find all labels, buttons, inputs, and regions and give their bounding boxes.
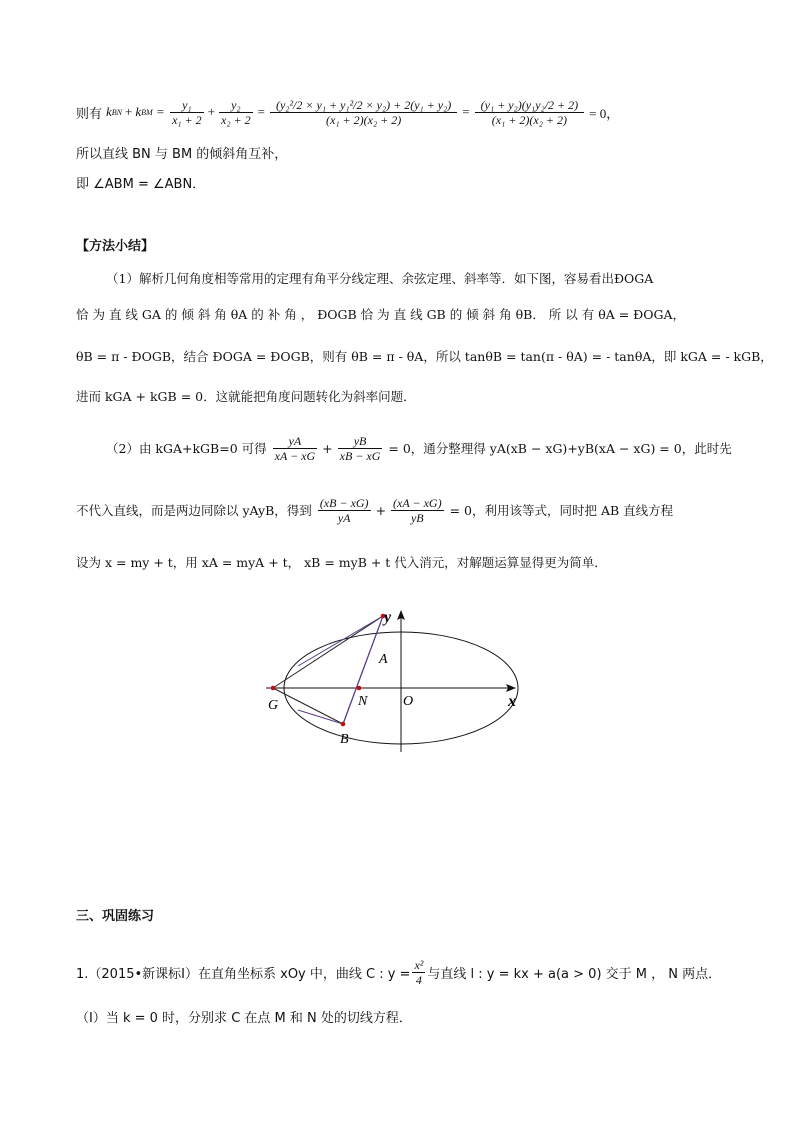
fraction-denominator: yB — [410, 510, 424, 525]
fraction-denominator: (x₁ + 2)(x₂ + 2) — [326, 112, 402, 127]
fraction-numerator: (y₂²/2 × y₁ + y₁²/2 × y₂) + 2(y₁ + y₂) — [270, 98, 457, 113]
equation-prefix: 则有 — [76, 106, 103, 122]
point-g — [271, 686, 276, 691]
ellipse-figure — [250, 600, 540, 760]
fraction-denominator: x₁ + 2 — [172, 112, 202, 127]
fraction-xa-xg — [391, 496, 444, 525]
text-line-3: 即 ∠ABM = ∠ABN． — [76, 177, 206, 192]
fraction-ya — [273, 434, 318, 463]
label-b: B — [340, 732, 349, 747]
fraction-1 — [170, 98, 204, 127]
paragraph-2-text: = 0，利用该等式，同时把 AB 直线方程 — [449, 503, 674, 518]
fraction-denominator: xB − xG — [339, 448, 381, 463]
fraction-3 — [270, 98, 457, 127]
fraction-x2-over-4 — [412, 958, 425, 987]
fraction-2 — [219, 98, 253, 127]
fraction-numerator: (xB − xG) — [319, 495, 369, 510]
point-n — [357, 686, 362, 691]
paragraph-2-line-2: 不代入直线，而是两边同除以 yAyB，得到 $\frac{(xB - xG)}{yA}$ + $\frac{(xA - xG)}{yB}$ = 0，利用该等式，同时把 AB 直线方程 — [76, 495, 674, 525]
label-g: G — [268, 698, 279, 713]
fraction-numerator: yA — [273, 434, 318, 449]
paragraph-1-line-4: 进而 kGA + kGB = 0．这就能把角度问题转化为斜率问题． — [76, 389, 416, 404]
fraction-denominator: 4 — [415, 972, 422, 987]
point-b — [341, 722, 346, 727]
label-y: y — [384, 609, 392, 626]
paragraph-2-text: 不代入直线，而是两边同除以 yAyB，得到 — [76, 503, 312, 518]
paragraph-2-line-1: （2）由 kGA+kGB=0 可得 $\frac{yA}{xA - xG}$ + $\frac{yB}{xB - xG}$ = 0，通分整理得 yA(xB − xG)+yB(xA − xG) = 0，此时先 — [106, 433, 732, 463]
paragraph-1-line-3: θB = π - ÐOGB，结合 ÐOGA = ÐOGB，则有 θB = π - θA，所以 tanθB = tan(π - θA) = - tanθA，即 kGA = - kGB， — [76, 349, 773, 364]
text-line-2: 所以直线 BN 与 BM 的倾斜角互补， — [76, 147, 288, 162]
paragraph-2-text: （2）由 kGA+kGB=0 可得 — [106, 441, 267, 456]
question-1-text: 1.（2015•新课标Ⅰ）在直角坐标系 xOy 中，曲线 C : y = — [76, 966, 411, 982]
fraction-numerator: (y₁ + y₂)(y₁y₂/2 + 2) — [475, 98, 585, 113]
k-symbol: k — [135, 104, 142, 119]
k-symbol: k — [106, 104, 112, 119]
equals-sign: = — [156, 104, 165, 119]
fraction-xb-xg — [318, 496, 371, 525]
fraction-denominator: x₂ + 2 — [221, 112, 251, 127]
question-1-part-1: （Ⅰ）当 k = 0 时，分别求 C 在点 M 和 N 处的切线方程． — [76, 1011, 412, 1026]
equation-line-1: 则有 k BN + k BM = $\frac{\text{y₁}}{\text{x₁ + 2}}$ + $\frac{\text{y₂}}{\text{x₂ + 2}}$ = $\frac{\text{(y₂²/2 × y₁ + y₁²/2 × y₂) + 2(y₁ + y₂)}}{\text{(x₁ + 2)(x₂ + 2)}}$ = $\frac{\text{(y₁ + y₂)(y₁y₂/2 + 2)}}{\text{(x₁ + 2)(x₂ + 2)}}$ = 0， — [76, 97, 620, 127]
fraction-numerator: yB — [338, 434, 383, 449]
equation-tail: = 0， — [589, 105, 620, 121]
paragraph-1-line-1: （1）解析几何角度相等常用的定理有角平分线定理、余弦定理、斜率等．如下图，容易看出ÐOGA — [106, 271, 654, 286]
fraction-denominator: (x₁ + 2)(x₂ + 2) — [491, 112, 567, 127]
paragraph-2-text: = 0，通分整理得 yA(xB − xG)+yB(xA − xG) = 0，此时先 — [388, 441, 732, 456]
fraction-numerator: (xA − xG) — [393, 495, 442, 510]
fraction-denominator: yA — [337, 510, 351, 525]
fraction-numerator: y₂ — [219, 98, 253, 113]
label-x: x — [508, 693, 516, 710]
label-o: O — [403, 694, 414, 709]
method-summary-title: 【方法小结】 — [76, 239, 155, 254]
k-subscript: BM — [141, 107, 153, 117]
fraction-yb — [338, 434, 383, 463]
label-a: A — [379, 652, 388, 667]
question-1-line — [76, 952, 721, 992]
paragraph-2-line-3: 设为 x = my + t，用 xA = myA + t， xB = myB + t 代入消元，对解题运算显得更为简单． — [76, 555, 607, 570]
paragraph-1-line-2: 恰 为 直 线 GA 的 倾 斜 角 θA 的 补 角 ， ÐOGB 恰 为 直 线 GB 的 倾 斜 角 θB． 所 以 有 θA = ÐOGA， — [76, 307, 686, 322]
plus-sign: + — [125, 104, 133, 119]
segment-a-ellipse — [298, 616, 383, 666]
segment-ga — [273, 616, 383, 688]
segment-gb — [273, 688, 343, 724]
section-3-title: 三、巩固练习 — [76, 909, 155, 924]
fraction-4 — [475, 98, 585, 127]
k-subscript: BN — [111, 107, 123, 117]
fraction-numerator: y₁ — [170, 98, 204, 113]
fraction-denominator: xA − xG — [274, 448, 316, 463]
label-n: N — [358, 694, 368, 709]
fraction-numerator: x² — [414, 957, 424, 972]
question-1-text: 与直线 l : y = kx + a(a > 0) 交于 M ， N 两点． — [427, 966, 722, 982]
